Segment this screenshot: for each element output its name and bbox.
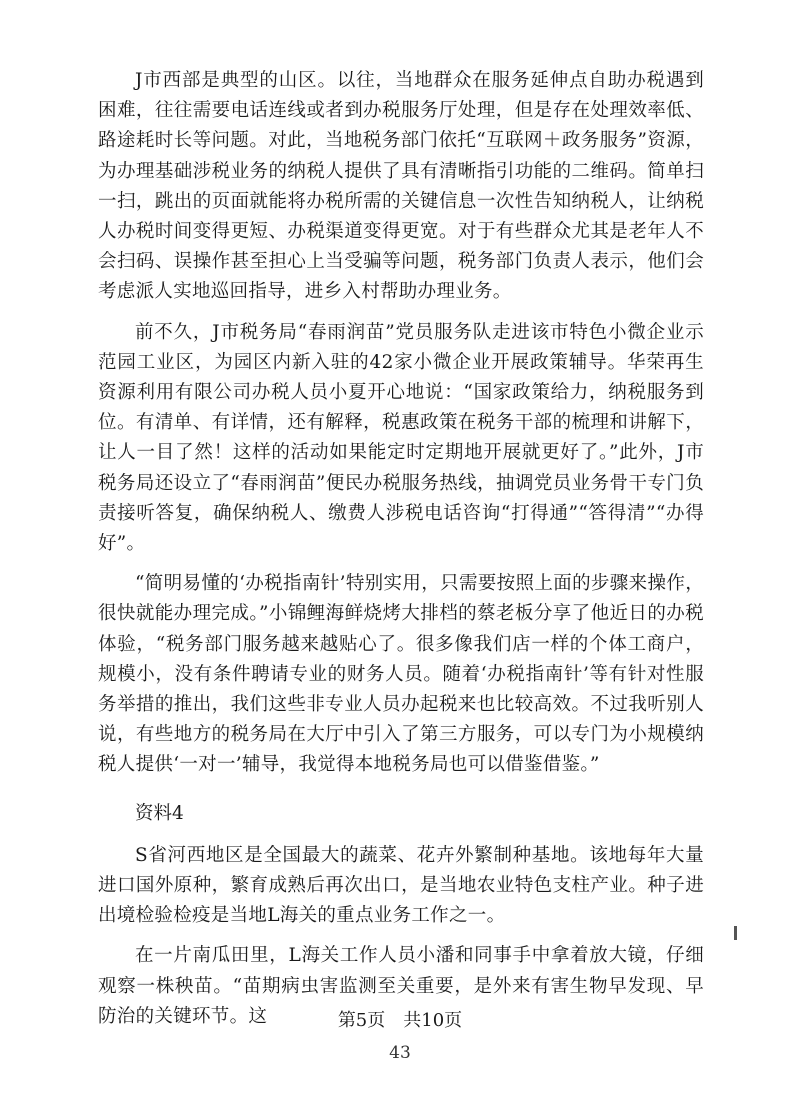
paragraph-2: 前不久，J市税务局“春雨润苗”党员服务队走进该市特色小微企业示范园工业区，为园区内新入驻的42家小微企业开展政策辅导。华荣再生资源利用有限公司办税人员小夏开心地说：“国家政策给力，纳税服务到位。有清单、有详情，还有解释，税惠政策在税务干部的梳理和讲解下，让人一目了然！这样的活动如果能定时定期地开展就更好了。”此外，J市税务局还设立了“春雨润苗”便民办税服务热线，抽调党员业务骨干专门负责接听答复，确保纳税人、缴费人涉税电话咨询“打得通”“答得清”“办得好”。 — [98, 321, 704, 555]
section-paragraph-2: 在一片南瓜田里，L海关工作人员小潘和同事手中拿着放大镜，仔细观察一株秧苗。“苗期病虫害监测至关重要，是外来有害生物早发现、早防治的关键环节。这 — [98, 945, 704, 1027]
section-paragraph-1: S省河西地区是全国最大的蔬菜、花卉外繁制种基地。该地每年大量进口国外原种，繁育成熟后再次出口，是当地农业特色支柱产业。种子进出境检验检疫是当地L海关的重点业务工作之一。 — [98, 844, 704, 927]
print-page-number: 43 — [389, 1043, 411, 1063]
paragraph-1: J市西部是典型的山区。以往，当地群众在服务延伸点自助办税遇到困难，往往需要电话连线或者到办税服务厅处理，但是存在处理效率低、路途耗时长等问题。对此，当地税务部门依托“互联网＋政务服务”资源，为办理基础涉税业务的纳税人提供了具有清晰指引功能的二维码。简单扫一扫，跳出的页面就能将办税所需的关键信息一次性告知纳税人，让纳税人办税时间变得更短、办税渠道变得更宽。对于有些群众尤其是老年人不会扫码、误操作甚至担心上当受骗等问题，税务部门负责人表示，他们会考虑派人实地巡回指导，进乡入村帮助办理业务。 — [98, 70, 704, 303]
scan-artifact — [734, 926, 737, 940]
document-body — [98, 66, 704, 1042]
page-number-label: 第5页 共10页 — [337, 1010, 463, 1031]
section-title: 资料4 — [135, 802, 184, 824]
paragraph-3: “简明易懂的‘办税指南针’特别实用，只需要按照上面的步骤来操作，很快就能办理完成。”小锦鲤海鲜烧烤大排档的蔡老板分享了他近日的办税体验，“税务部门服务越来越贴心了。很多像我们店一样的个体工商户，规模小，没有条件聘请专业的财务人员。随着‘办税指南针’等有针对性服务举措的推出，我们这些非专业人员办起税来也比较高效。不过我听别人说，有些地方的税务局在大厅中引入了第三方服务，可以专门为小规模纳税人提供‘一对一’辅导，我觉得本地税务局也可以借鉴借鉴。” — [98, 573, 704, 776]
